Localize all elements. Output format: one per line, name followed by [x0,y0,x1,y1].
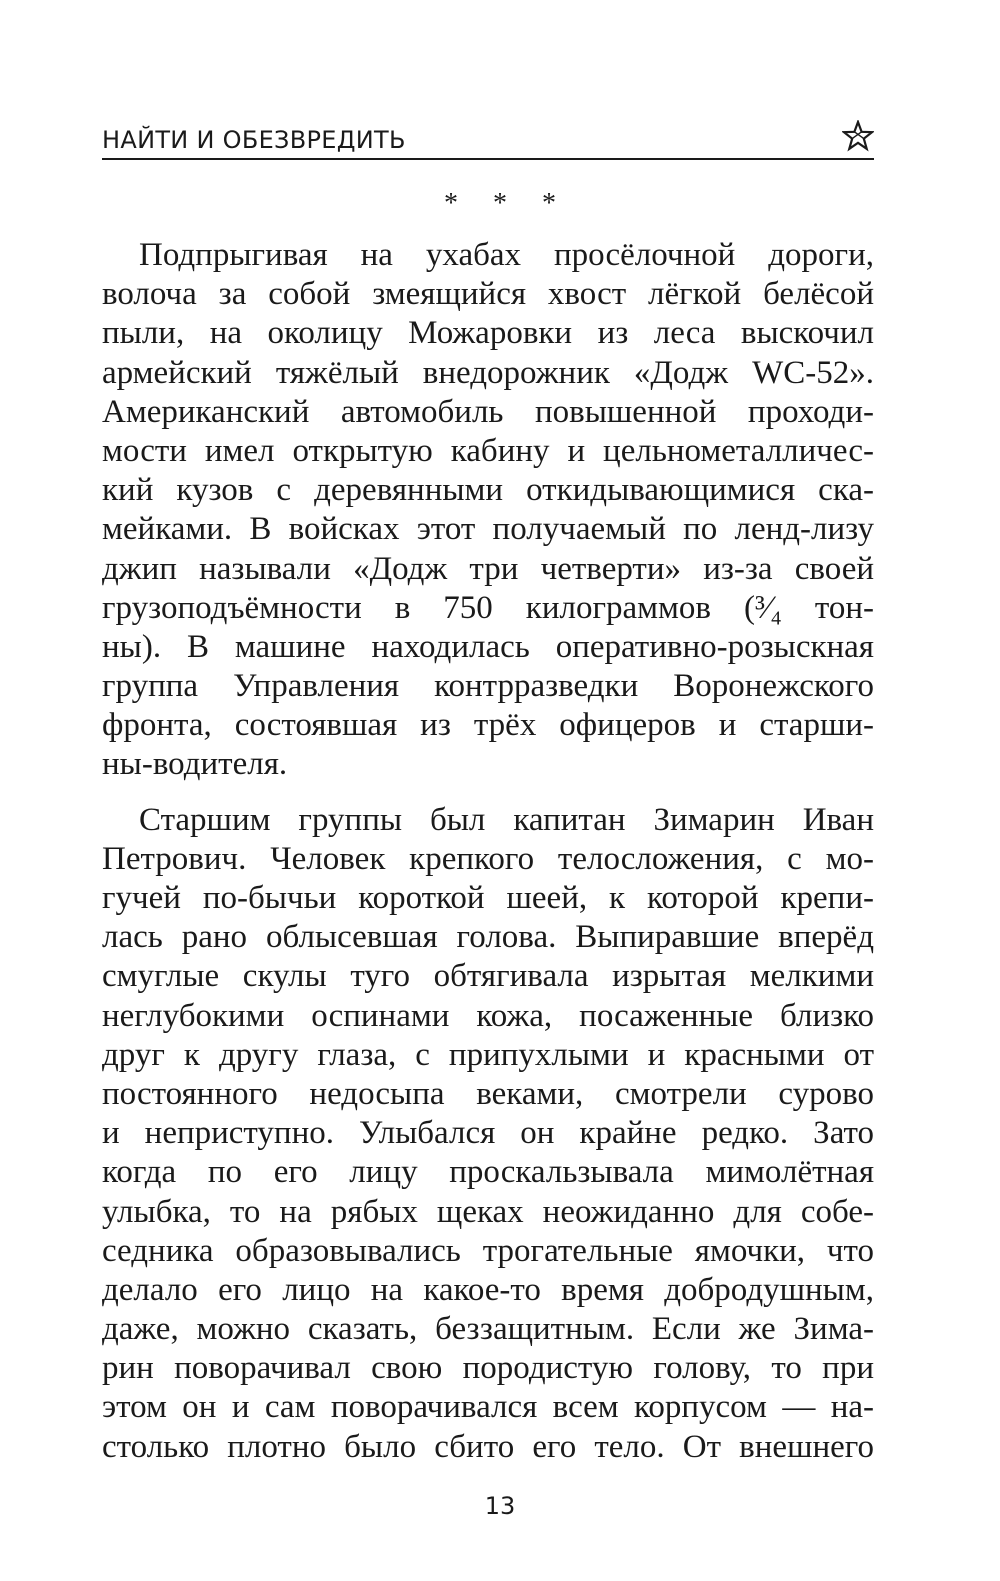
text-line: Старшим группы был капитан Зимарин Иван [139,801,874,838]
text-line: армейский тяжёлый внедорожник «Додж WC-52». [102,354,874,391]
text-line: когда по его лицу проскальзывала мимолётная [102,1154,874,1191]
text-line: мейками. В войсках этот получаемый по ленд-лизу [102,511,874,548]
text-line: кий кузов с деревянными откидывающимися ска- [102,472,874,509]
text-line: неглубокими оспинами кожа, посаженные близко [102,997,874,1034]
page-number: 13 [484,1492,516,1520]
running-title: НАЙТИ И ОБЕЗВРЕДИТЬ [102,126,406,154]
text-line: седника образовывались трогательные ямочки, что [102,1232,874,1269]
section-separator: * * * [444,188,570,219]
text-line: пыли, на околицу Можаровки из леса выскочил [102,315,874,352]
running-header [102,118,874,160]
text-line: делало его лицо на какое-то время добродушным, [102,1271,874,1308]
text-line: Подпрыгивая на ухабах просёлочной дороги, [139,237,874,273]
text-line: даже, можно сказать, беззащитным. Если же Зима- [102,1311,874,1348]
text-line: постоянного недосыпа веками, смотрели сурово [102,1075,874,1112]
text-line: джип называли «Додж три четверти» из-за своей [102,550,874,587]
text-line: грузоподъёмности в 750 килограммов (³⁄₄ тон- [102,589,874,626]
text-line: и неприступно. Улыбался он крайне редко. Зато [102,1115,874,1152]
text-line: улыбка, то на рябых щеках неожиданно для собе- [102,1193,874,1230]
text-line: гучей по-бычьи короткой шеей, к которой крепи- [102,880,874,916]
text-line: Американский автомобиль повышенной проходи- [102,393,874,430]
text-line: рин поворачивал свою породистую голову, то при [102,1350,874,1387]
text-line: этом он и сам поворачивался всем корпусом — на- [102,1389,874,1426]
star-outline-icon [842,120,874,152]
text-line: ны). В машине находилась оперативно-розыскная [102,628,874,665]
text-line: Петрович. Человек крепкого телосложения, с мо- [102,840,874,877]
text-line: мости имел открытую кабину и цельнометалличес- [102,432,874,469]
text-line: ны-водителя. [102,746,288,783]
text-line: волоча за собой змеящийся хвост лёгкой белёсой [102,276,874,313]
text-line: смуглые скулы туго обтягивала изрытая мелкими [102,958,874,995]
body-text [102,236,874,1467]
text-line: столько плотно было сбито его тело. От внешнего [102,1428,874,1465]
text-line: группа Управления контрразведки Воронежского [102,668,874,705]
text-line: лась рано облысевшая голова. Выпиравшие вперёд [102,919,874,956]
text-line: друг к другу глаза, с припухлыми и красными от [102,1036,874,1073]
text-line: фронта, состоявшая из трёх офицеров и старши- [102,707,874,744]
